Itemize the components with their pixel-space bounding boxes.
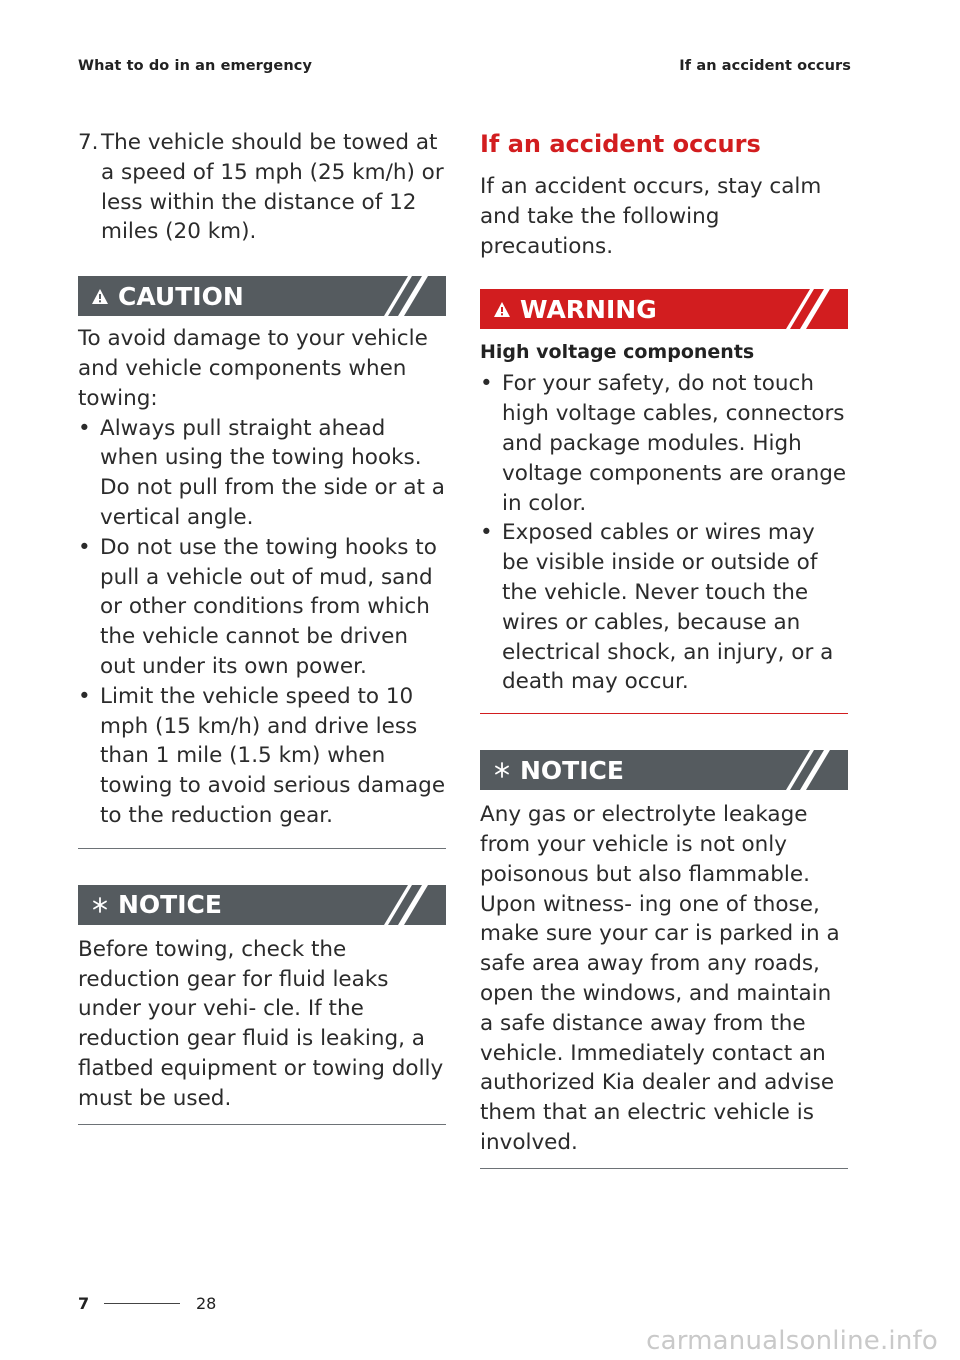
list-item: • Exposed cables or wires may be visible inside or outside of the vehicle. Never touch the wires or cables, because an electrical shock, an injury, or a death may occur. (480, 520, 834, 695)
notice-text: Before towing, check the reduction gear for fluid leaks under your vehi- cle. If the reduction gear fluid is leaking, a flatbed equipment or towing dolly must be used. (78, 936, 444, 1111)
warning-subtitle: High voltage components (480, 341, 755, 364)
caution-intro: To avoid damage to your vehicle and vehicle components when towing: (78, 326, 428, 411)
list-item: • Limit the vehicle speed to 10 mph (15 km/h) and drive less than 1 mile (1.5 km) when towing to avoid serious damage to the reduction gear. (78, 683, 446, 828)
caution-bullet-list (78, 414, 446, 831)
warning-bullet-list (480, 369, 848, 697)
numbered-step (78, 128, 446, 247)
warning-triangle-icon (492, 301, 512, 318)
chapter-number: 7 (78, 1294, 90, 1313)
banner-slashes (384, 885, 446, 925)
right-column (480, 128, 848, 1169)
caution-banner (78, 276, 446, 316)
notice-label: NOTICE (118, 890, 222, 920)
list-item: • For your safety, do not touch high voltage cables, connectors and package modules. High voltage components are orange in color. (480, 371, 847, 516)
page-number: 28 (196, 1294, 217, 1313)
asterisk-icon (492, 761, 512, 779)
section-title: If an accident occurs (480, 130, 761, 158)
notice-banner (78, 885, 446, 925)
list-item: • Always pull straight ahead when using the towing hooks. Do not pull from the side or at a vertical angle. (78, 415, 445, 530)
banner-slashes (384, 276, 446, 316)
watermark: carmanualsonline.info (646, 1326, 938, 1356)
banner-slashes (786, 289, 848, 329)
section-divider (480, 1168, 848, 1169)
section-divider (78, 1124, 446, 1125)
left-column (78, 128, 446, 1125)
list-item: • Do not use the towing hooks to pull a vehicle out of mud, sand or other conditions from which the vehicle cannot be driven out under its own power. (78, 534, 437, 679)
warning-label: WARNING (520, 294, 657, 324)
running-header-right: If an accident occurs (679, 58, 851, 74)
asterisk-icon (90, 896, 110, 914)
warning-triangle-icon (90, 288, 110, 305)
caution-label: CAUTION (118, 281, 244, 311)
step-text: The vehicle should be towed at a speed of 15 mph (25 km/h) or less within the distance of 12 miles (20 km). (101, 130, 444, 245)
warning-banner (480, 289, 848, 329)
running-header-left: What to do in an emergency (78, 58, 313, 74)
notice-label: NOTICE (520, 755, 624, 785)
section-intro: If an accident occurs, stay calm and take the following precautions. (480, 174, 822, 259)
notice-text: Any gas or electrolyte leakage from your vehicle is not only poisonous but also flammable. Upon witness- ing one of those, make sure your car is parked in a safe area away from any roads, open the windows, and maintain a safe distance away from the vehicle. Immediately contact an authorized Kia dealer and advise them that an electric vehicle is involved. (480, 802, 840, 1155)
banner-slashes (786, 750, 848, 790)
footer-divider (104, 1303, 180, 1304)
notice-banner (480, 750, 848, 790)
step-number: 7. (78, 130, 99, 155)
